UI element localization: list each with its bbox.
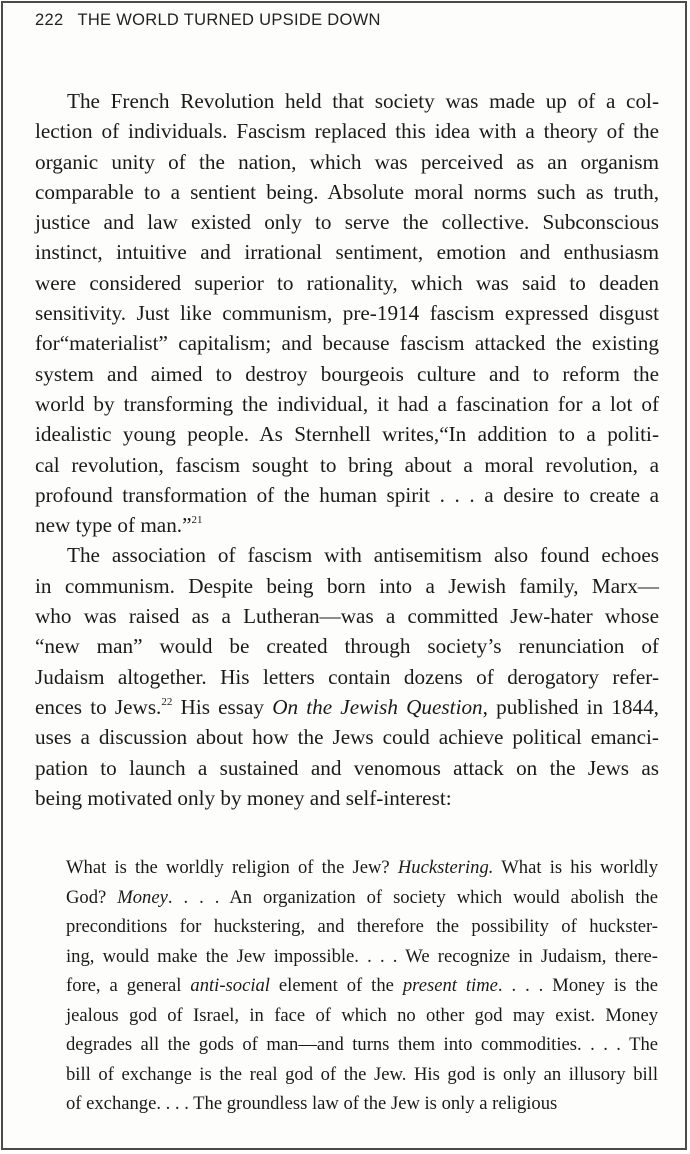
block-quote: [66, 853, 658, 1119]
quote-text: What is his worldly: [493, 857, 658, 878]
footnote-marker: 21: [191, 514, 203, 527]
quote-line: degrades all the gods of man—and turns them into commodities. . . . The: [66, 1034, 658, 1055]
text-line-content: , published in 1844,: [482, 694, 659, 719]
text-line: organic unity of the nation, which was perceived as an organism: [35, 149, 659, 174]
quote-line: [66, 971, 658, 1001]
quote-line: preconditions for huckstering, and therefore the possibility of huckster-: [66, 916, 658, 937]
text-line: [35, 510, 659, 540]
text-line: idealistic young people. As Sternhell writes,“In addition to a politi-: [35, 422, 659, 447]
quote-line: ing, would make the Jew impossible. . . . We recognize in Judaism, there-: [66, 945, 658, 967]
quote-line: [66, 853, 658, 883]
quote-line: bill of exchange is the real god of the Jew. His god is only an illusory bill: [66, 1063, 658, 1085]
text-line: “new man” would be created through society’s renunciation of: [35, 634, 659, 659]
quote-line: jealous god of Israel, in face of which no other god may exist. Money: [66, 1004, 658, 1026]
text-line-content: new type of man.”: [35, 513, 192, 538]
quote-emphasis: Huckstering.: [397, 857, 494, 878]
text-line: comparable to a sentient being. Absolute moral norms such as truth,: [35, 179, 659, 204]
quote-text: God?: [66, 886, 118, 908]
text-line: uses a discussion about how the Jews could achieve political emanci-: [35, 725, 659, 750]
page-number: 222: [35, 11, 64, 29]
body-text: [35, 86, 659, 813]
quote-text: . . . . An organization of society which would abolish the: [167, 886, 658, 908]
quote-text: fore, a general: [66, 975, 191, 996]
text-line: instinct, intuitive and irrational sentiment, emotion and enthusiasm: [35, 240, 659, 265]
quote-text: What is the worldly religion of the Jew?: [66, 857, 398, 878]
text-line: for“materialist” capitalism; and because fascism attacked the existing: [35, 331, 659, 356]
quote-line: of exchange. . . . The groundless law of the Jew is only a religious: [66, 1093, 558, 1114]
text-line: were considered superior to rationality, which was said to deaden: [35, 270, 659, 295]
quote-text: element of the: [269, 975, 403, 996]
quote-emphasis: present time: [402, 975, 498, 996]
text-line-content: ences to Jews.: [35, 694, 162, 719]
text-line: profound transformation of the human spirit . . . a desire to create a: [35, 482, 659, 507]
chapter-title: THE WORLD TURNED UPSIDE DOWN: [77, 11, 381, 29]
text-line: sensitivity. Just like communism, pre-1914 fascism expressed disgust: [35, 301, 659, 326]
text-line: cal revolution, fascism sought to bring about a moral revolution, a: [35, 452, 659, 477]
work-title: On the Jewish Question: [272, 694, 483, 719]
text-line: Judaism altogether. His letters contain dozens of derogatory refer-: [35, 664, 659, 689]
text-line-content: His essay: [172, 694, 273, 719]
quote-line: [66, 883, 658, 913]
text-line: being motivated only by money and self-interest:: [35, 785, 452, 810]
text-line: pation to launch a sustained and venomous attack on the Jews as: [35, 755, 659, 780]
running-head: [35, 11, 381, 30]
quote-emphasis: anti-social: [190, 975, 270, 996]
text-line: [35, 692, 659, 722]
text-line: The association of fascism with antisemitism also found echoes: [67, 543, 659, 568]
text-line: lection of individuals. Fascism replaced this idea with a theory of the: [35, 119, 659, 144]
footnote-marker: 22: [161, 695, 173, 708]
text-line: who was raised as a Lutheran—was a committed Jew-hater whose: [35, 604, 659, 629]
text-line: in communism. Despite being born into a Jewish family, Marx—: [35, 573, 659, 598]
text-line: system and aimed to destroy bourgeois culture and to reform the: [35, 361, 659, 386]
text-line: world by transforming the individual, it had a fascination for a lot of: [35, 391, 659, 416]
quote-text: . . . . Money is the: [497, 975, 658, 996]
text-line: justice and law existed only to serve the collective. Subconscious: [35, 210, 659, 235]
book-page: [1, 1, 687, 1150]
quote-emphasis: Money: [117, 886, 168, 908]
text-line: The French Revolution held that society was made up of a col-: [67, 89, 659, 113]
